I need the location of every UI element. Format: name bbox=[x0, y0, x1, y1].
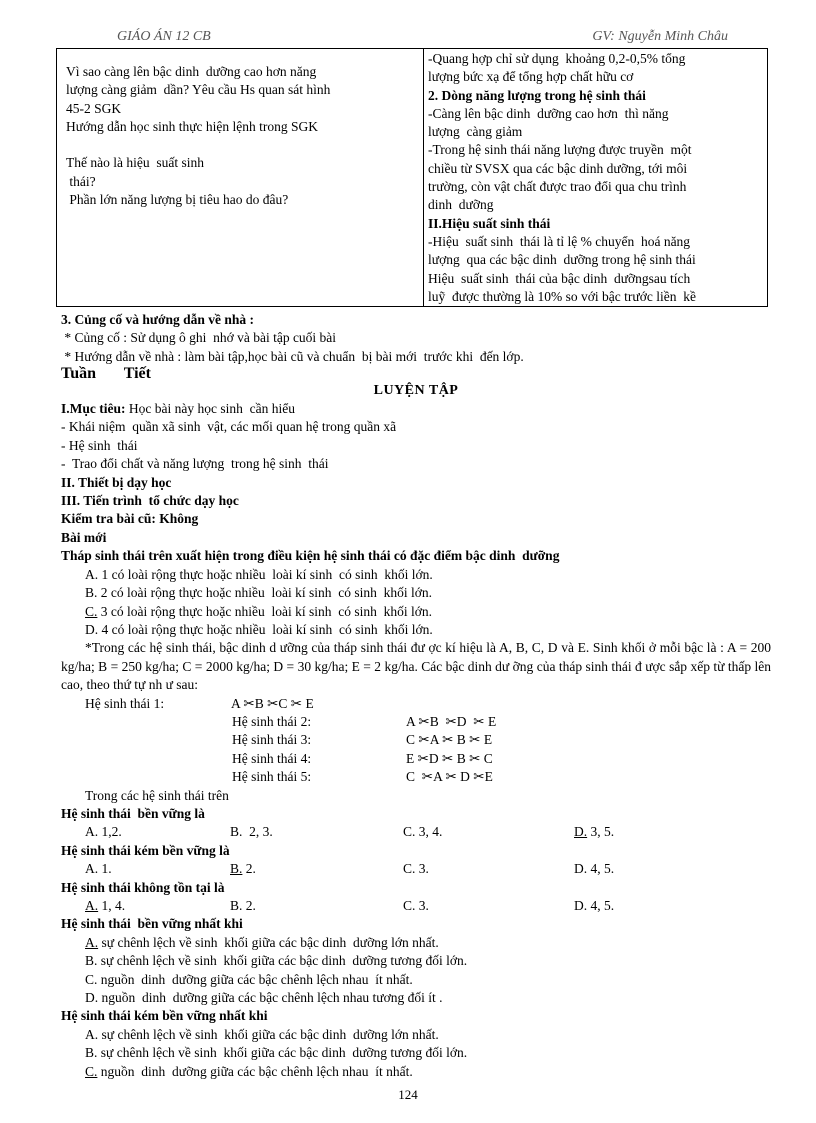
objectives-heading: I.Mục tiêu: bbox=[61, 401, 126, 417]
option-letter: A. bbox=[85, 934, 99, 950]
option-text: 2 có loài rộng thực hoặc nhiều loài kí sinh có sinh khối lớn. bbox=[97, 585, 433, 601]
teacher-activity-cell bbox=[57, 49, 424, 307]
answer-option bbox=[61, 823, 230, 841]
answer-option bbox=[403, 823, 574, 841]
option-text: 1, 4. bbox=[98, 898, 126, 913]
ecosystem-row bbox=[61, 695, 771, 713]
ecosystem-row bbox=[61, 713, 771, 731]
option-text: sự chênh lệch về sinh khối giữa các bậc dinh dưỡng tương đối lớn. bbox=[97, 953, 468, 969]
answer-option bbox=[230, 823, 403, 841]
section-heading: III. Tiến trình tổ chức dạy học bbox=[61, 493, 239, 509]
answer-option bbox=[230, 897, 403, 915]
ecosystem-row bbox=[61, 768, 771, 786]
option-letter: A. bbox=[85, 861, 99, 877]
consolidation-heading: 3. Củng cố và hướng dẫn về nhà : bbox=[61, 312, 254, 327]
ecosystem-name: Hệ sinh thái 4: bbox=[232, 750, 312, 766]
ecosystem-sequence: A ✂B ✂C ✂ E bbox=[231, 695, 314, 711]
question-stem: Hệ sinh thái không tồn tại là bbox=[61, 879, 225, 895]
option-text: 3. bbox=[415, 898, 429, 913]
option-letter: B. bbox=[85, 585, 98, 601]
option-text: nguồn dinh dưỡng giữa các bậc chênh lệch nhau ít nhất. bbox=[97, 1063, 413, 1079]
option-text: sự chênh lệch về sinh khối giữa các bậc dinh dưỡng lớn nhất. bbox=[98, 1026, 439, 1042]
page-number: 124 bbox=[398, 1087, 418, 1102]
answer-option bbox=[61, 897, 230, 915]
content-line: luỹ được thường là 10% so với bậc trước liền kề bbox=[428, 288, 696, 304]
option-letter: C. bbox=[403, 861, 416, 877]
lesson-body bbox=[61, 311, 771, 1081]
option-letter: A. bbox=[85, 1026, 99, 1042]
content-line: -Càng lên bậc dinh dưỡng cao hơn thì năng bbox=[428, 105, 669, 121]
ecosystem-sequence: C ✂A ✂ D ✂E bbox=[406, 769, 493, 785]
content-line: -Trong hệ sinh thái năng lượng được truyền một bbox=[428, 142, 692, 158]
option-text: 4 có loài rộng thực hoặc nhiều loài kí sinh có sinh khối lớn. bbox=[98, 621, 433, 637]
answer-option bbox=[61, 566, 771, 584]
answer-option bbox=[61, 621, 771, 639]
option-text: 1. bbox=[98, 861, 112, 877]
content-line: chiều từ SVSX qua các bậc dinh dưỡng, tới môi bbox=[428, 160, 688, 176]
content-line: dinh dưỡng bbox=[428, 197, 494, 213]
left-line: 45-2 SGK bbox=[66, 100, 122, 116]
content-line: -Hiệu suất sinh thái là tỉ lệ % chuyển hoá năng bbox=[428, 233, 691, 249]
answer-option bbox=[403, 860, 574, 878]
option-text: 1,2. bbox=[98, 824, 122, 840]
option-text: 1 có loài rộng thực hoặc nhiều loài kí sinh có sinh khối lớn. bbox=[98, 566, 433, 582]
option-text: 2, 3. bbox=[242, 824, 273, 840]
among-text: Trong các hệ sinh thái trên bbox=[85, 787, 229, 803]
option-text: 3. bbox=[415, 861, 429, 877]
content-line: trường, còn vật chất được trao đổi qua chu trình bbox=[428, 179, 687, 195]
option-letter: A. bbox=[85, 898, 99, 913]
question-stem: Hệ sinh thái kém bền vững là bbox=[61, 842, 230, 858]
answer-option bbox=[61, 952, 771, 970]
option-letter: A. bbox=[85, 824, 99, 840]
left-line: Vì sao càng lên bậc dinh dưỡng cao hơn năng bbox=[66, 64, 317, 79]
option-letter: D. bbox=[574, 861, 588, 877]
objective-item: - Trao đổi chất và năng lượng trong hệ sinh thái bbox=[61, 456, 329, 472]
question-stem: Hệ sinh thái kém bền vững nhất khi bbox=[61, 1008, 268, 1024]
ecosystem-name: Hệ sinh thái 1: bbox=[85, 695, 165, 711]
objectives-lead: Học bài này học sinh cần hiểu bbox=[125, 401, 295, 417]
left-line: thái? bbox=[66, 173, 96, 189]
answer-option bbox=[61, 1026, 771, 1044]
answer-row bbox=[61, 823, 771, 841]
option-letter: D. bbox=[574, 824, 588, 840]
question-stem: Hệ sinh thái bền vững là bbox=[61, 805, 205, 821]
left-line bbox=[66, 136, 419, 154]
option-text: 3, 5. bbox=[587, 824, 615, 840]
answer-option bbox=[61, 1044, 771, 1062]
content-line: Hiệu suất sinh thái của bậc dinh dưỡngsau tích bbox=[428, 270, 691, 286]
ecosystem-row bbox=[61, 750, 771, 768]
section-heading: II. Thiết bị dạy học bbox=[61, 474, 172, 490]
header-left: GIÁO ÁN 12 CB bbox=[117, 29, 211, 44]
answer-option bbox=[61, 584, 771, 602]
ecosystem-name: Hệ sinh thái 3: bbox=[232, 732, 312, 748]
option-letter: C. bbox=[85, 603, 98, 619]
objective-item: - Khái niệm quần xã sinh vật, các mối quan hệ trong quần xã bbox=[61, 419, 397, 435]
option-text: 3 có loài rộng thực hoặc nhiều loài kí sinh có sinh khối lớn. bbox=[97, 603, 433, 619]
option-text: nguồn dinh dưỡng giữa các bậc chênh lệch nhau ít nhất. bbox=[97, 971, 413, 987]
ecosystem-sequence: A ✂B ✂D ✂ E bbox=[406, 713, 497, 729]
answer-option bbox=[574, 897, 724, 915]
content-line: II.Hiệu suất sinh thái bbox=[428, 215, 551, 231]
content-line: lượng qua các bậc dinh dưỡng trong hệ sinh thái bbox=[428, 252, 696, 268]
question-stem: Hệ sinh thái bền vững nhất khi bbox=[61, 916, 243, 932]
ecosystem-name: Hệ sinh thái 2: bbox=[232, 713, 312, 729]
answer-option bbox=[230, 860, 403, 878]
left-line: lượng càng giảm dần? Yêu cầu Hs quan sát hình bbox=[66, 82, 331, 98]
option-letter: D. bbox=[574, 898, 588, 913]
content-line: lượng càng giảm bbox=[428, 124, 523, 140]
option-text: sự chênh lệch về sinh khối giữa các bậc dinh dưỡng lớn nhất. bbox=[98, 934, 439, 950]
option-letter: B. bbox=[230, 824, 243, 840]
answer-option bbox=[61, 989, 771, 1007]
consolidation-line: * Củng cố : Sử dụng ô ghi nhớ và bài tập cuối bài bbox=[61, 330, 337, 346]
ecosystem-sequence: E ✂D ✂ B ✂ C bbox=[406, 750, 493, 766]
option-letter: D. bbox=[85, 990, 99, 1006]
option-text: 2. bbox=[242, 861, 256, 877]
consolidation-line: * Hướng dẫn về nhà : làm bài tập,học bài cũ và chuẩn bị bài mới trước khi đến lớp. bbox=[61, 348, 524, 364]
answer-row bbox=[61, 860, 771, 878]
option-letter: A. bbox=[85, 566, 99, 582]
lesson-table bbox=[56, 48, 768, 307]
page-title: LUYỆN TẬP bbox=[373, 382, 459, 398]
option-letter: D. bbox=[85, 621, 99, 637]
ecosystem-row bbox=[61, 731, 771, 749]
option-letter: B. bbox=[230, 898, 243, 913]
option-text: 4, 5. bbox=[587, 898, 615, 913]
left-line: Thế nào là hiệu suất sinh bbox=[66, 155, 204, 171]
ecosystem-name: Hệ sinh thái 5: bbox=[232, 769, 312, 785]
option-letter: C. bbox=[85, 1063, 98, 1079]
objectives-line bbox=[61, 400, 771, 418]
option-letter: C. bbox=[85, 971, 98, 987]
section-heading: Kiểm tra bài cũ: Không bbox=[61, 511, 199, 527]
answer-option bbox=[403, 897, 574, 915]
objective-item: - Hệ sinh thái bbox=[61, 437, 138, 453]
answer-option bbox=[574, 860, 724, 878]
content-line: 2. Dòng năng lượng trong hệ sinh thái bbox=[428, 87, 646, 103]
answer-option bbox=[61, 860, 230, 878]
content-line: lượng bức xạ để tổng hợp chất hữu cơ bbox=[428, 69, 634, 85]
section-heading: Bài mới bbox=[61, 529, 107, 545]
answer-option bbox=[61, 603, 771, 621]
option-text: 2. bbox=[242, 898, 256, 913]
answer-option bbox=[61, 971, 771, 989]
option-text: 4, 5. bbox=[587, 861, 615, 877]
header-right: GV: Nguyễn Minh Châu bbox=[592, 29, 728, 44]
ecosystem-sequence: C ✂A ✂ B ✂ E bbox=[406, 732, 493, 748]
option-letter: B. bbox=[230, 861, 243, 877]
question-stem: Tháp sinh thái trên xuất hiện trong điều kiện hệ sinh thái có đặc điểm bậc dinh dưỡng bbox=[61, 548, 560, 564]
option-text: nguồn dinh dưỡng giữa các bậc chênh lệch nhau tương đối ít . bbox=[98, 990, 443, 1006]
answer-option bbox=[574, 823, 724, 841]
left-line: Phần lớn năng lượng bị tiêu hao do đâu? bbox=[66, 192, 289, 208]
answer-option bbox=[61, 1063, 771, 1081]
option-letter: B. bbox=[85, 1045, 98, 1061]
left-line: Hướng dẫn học sinh thực hiện lệnh trong SGK bbox=[66, 118, 318, 134]
content-line: -Quang hợp chỉ sử dụng khoảng 0,2-0,5% tổng bbox=[428, 51, 686, 66]
option-letter: C. bbox=[403, 898, 416, 913]
content-cell bbox=[424, 49, 768, 307]
answer-row bbox=[61, 897, 771, 915]
option-letter: C. bbox=[403, 824, 416, 840]
option-letter: B. bbox=[85, 953, 98, 969]
option-text: sự chênh lệch về sinh khối giữa các bậc dinh dưỡng tương đối lớn. bbox=[97, 1045, 468, 1061]
answer-option bbox=[61, 934, 771, 952]
ecosystem-intro: *Trong các hệ sinh thái, bậc dinh d ưỡng của tháp sinh thái đư ợc kí hiệu là A, B, C, D và E. Sinh khối ở mỗi bậc là : A = 200 kg/ha; B = 250 kg/ha; C = 2000 kg/ha; D = 30 kg/ha; E = 2 kg/ha. Các bậc dinh dư ỡng của tháp sinh thái đ ược sắp xếp từ thấp lên cao, theo thứ tự nh ư sau: bbox=[61, 640, 771, 693]
option-text: 3, 4. bbox=[415, 824, 443, 840]
week-period: Tuần Tiết bbox=[61, 365, 151, 383]
